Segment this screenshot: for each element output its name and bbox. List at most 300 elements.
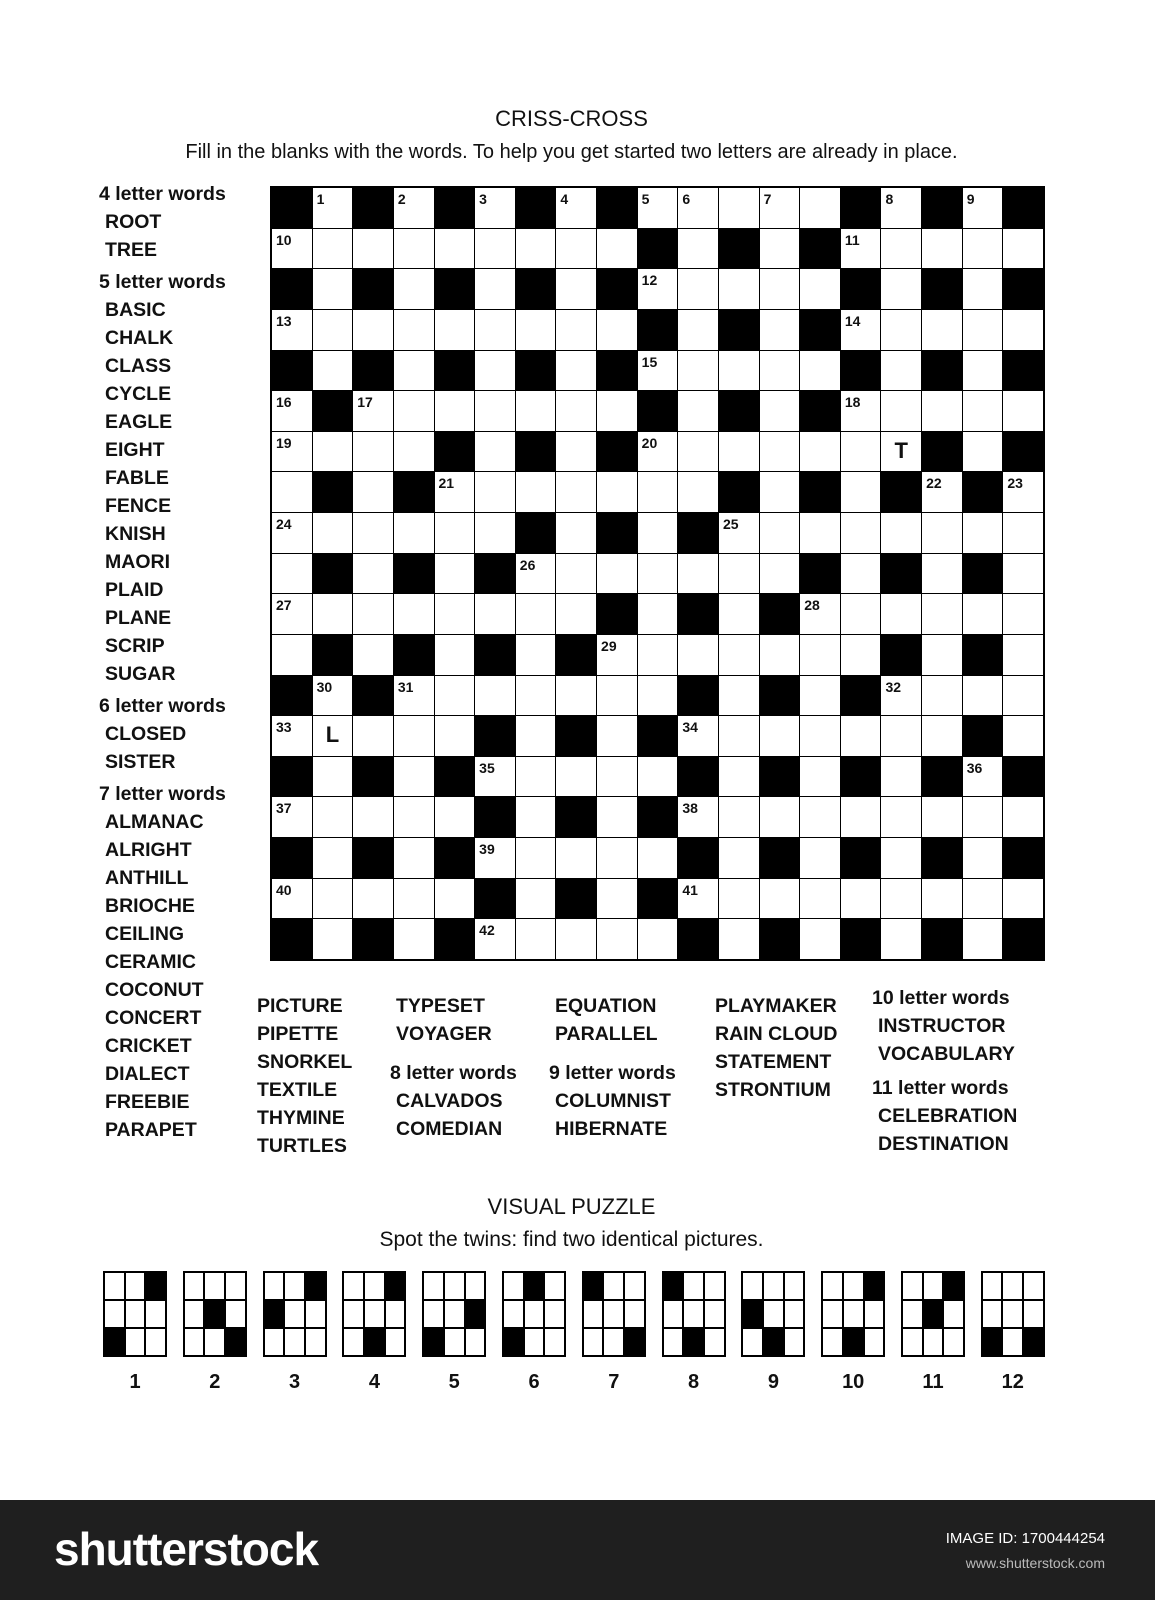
answer-cell[interactable]	[475, 513, 515, 553]
answer-cell[interactable]	[963, 269, 1003, 309]
answer-cell[interactable]	[475, 432, 515, 472]
answer-cell[interactable]	[760, 472, 800, 512]
answer-cell[interactable]	[760, 269, 800, 309]
answer-cell[interactable]	[638, 594, 678, 634]
answer-cell[interactable]	[841, 229, 881, 269]
answer-cell[interactable]	[394, 269, 434, 309]
answer-cell[interactable]	[800, 188, 840, 228]
answer-cell[interactable]	[597, 838, 637, 878]
answer-cell[interactable]	[272, 716, 312, 756]
answer-cell[interactable]	[516, 716, 556, 756]
empty-square	[285, 1273, 304, 1299]
answer-cell[interactable]	[516, 838, 556, 878]
answer-cell[interactable]	[597, 229, 637, 269]
answer-cell[interactable]	[922, 472, 962, 512]
answer-cell[interactable]	[841, 310, 881, 350]
answer-cell[interactable]	[678, 716, 718, 756]
clue-number: 7	[763, 191, 772, 207]
answer-cell[interactable]	[760, 716, 800, 756]
answer-cell[interactable]	[597, 472, 637, 512]
picture-grid[interactable]	[263, 1271, 327, 1357]
answer-cell[interactable]	[353, 391, 393, 431]
answer-cell[interactable]	[841, 513, 881, 553]
answer-cell[interactable]	[394, 716, 434, 756]
answer-cell[interactable]	[394, 310, 434, 350]
picture-grid[interactable]	[422, 1271, 486, 1357]
answer-cell[interactable]	[475, 594, 515, 634]
picture-label: 2	[209, 1371, 221, 1393]
answer-cell[interactable]	[556, 432, 596, 472]
answer-cell[interactable]	[841, 391, 881, 431]
answer-cell[interactable]	[881, 229, 921, 269]
answer-cell[interactable]	[353, 310, 393, 350]
answer-cell[interactable]	[638, 554, 678, 594]
answer-cell[interactable]	[922, 594, 962, 634]
answer-cell[interactable]	[881, 757, 921, 797]
answer-cell[interactable]	[353, 635, 393, 675]
answer-cell[interactable]	[719, 351, 759, 391]
answer-cell[interactable]	[678, 351, 718, 391]
answer-cell[interactable]	[719, 757, 759, 797]
answer-cell[interactable]	[1003, 716, 1043, 756]
picture-grid[interactable]	[662, 1271, 726, 1357]
answer-cell[interactable]	[881, 594, 921, 634]
answer-cell[interactable]	[678, 188, 718, 228]
answer-cell[interactable]	[963, 757, 1003, 797]
answer-cell[interactable]	[963, 676, 1003, 716]
answer-cell[interactable]	[1003, 635, 1043, 675]
answer-cell[interactable]	[760, 432, 800, 472]
answer-cell[interactable]	[556, 229, 596, 269]
answer-cell[interactable]	[394, 879, 434, 919]
answer-cell[interactable]	[597, 879, 637, 919]
answer-cell[interactable]	[435, 879, 475, 919]
answer-cell[interactable]	[353, 472, 393, 512]
answer-cell[interactable]	[272, 513, 312, 553]
answer-cell[interactable]	[760, 635, 800, 675]
answer-cell[interactable]	[638, 635, 678, 675]
answer-cell[interactable]	[597, 310, 637, 350]
answer-cell[interactable]	[881, 391, 921, 431]
answer-cell[interactable]	[963, 188, 1003, 228]
clue-number: 12	[641, 272, 658, 289]
answer-cell[interactable]	[435, 635, 475, 675]
answer-cell[interactable]	[313, 919, 353, 959]
word-item: KNISH	[105, 523, 166, 545]
answer-cell[interactable]	[800, 838, 840, 878]
answer-cell[interactable]	[556, 594, 596, 634]
answer-cell[interactable]	[638, 838, 678, 878]
answer-cell[interactable]	[963, 919, 1003, 959]
answer-cell[interactable]	[638, 472, 678, 512]
answer-cell[interactable]	[719, 676, 759, 716]
answer-cell[interactable]	[881, 716, 921, 756]
answer-cell[interactable]	[475, 676, 515, 716]
answer-cell[interactable]	[516, 879, 556, 919]
clue-number: 4	[560, 191, 569, 207]
answer-cell[interactable]	[760, 513, 800, 553]
answer-cell[interactable]	[516, 676, 556, 716]
answer-cell[interactable]	[475, 838, 515, 878]
answer-cell[interactable]	[435, 229, 475, 269]
answer-cell[interactable]	[435, 716, 475, 756]
answer-cell[interactable]	[963, 432, 1003, 472]
answer-cell[interactable]	[638, 757, 678, 797]
answer-cell[interactable]	[556, 188, 596, 228]
answer-cell[interactable]	[272, 594, 312, 634]
answer-cell[interactable]	[800, 879, 840, 919]
answer-cell[interactable]	[841, 472, 881, 512]
answer-cell[interactable]	[1003, 676, 1043, 716]
answer-cell[interactable]	[1003, 229, 1043, 269]
answer-cell[interactable]	[800, 676, 840, 716]
answer-cell[interactable]	[272, 391, 312, 431]
empty-square	[126, 1273, 145, 1299]
answer-cell[interactable]	[719, 919, 759, 959]
word-item: DESTINATION	[878, 1133, 1009, 1155]
answer-cell[interactable]	[719, 432, 759, 472]
answer-cell[interactable]	[678, 310, 718, 350]
answer-cell[interactable]	[800, 635, 840, 675]
answer-cell[interactable]	[394, 513, 434, 553]
answer-cell[interactable]	[313, 188, 353, 228]
answer-cell[interactable]	[922, 879, 962, 919]
answer-cell[interactable]	[678, 879, 718, 919]
answer-cell[interactable]	[881, 351, 921, 391]
answer-cell[interactable]	[394, 188, 434, 228]
answer-cell[interactable]	[922, 554, 962, 594]
empty-square	[525, 1329, 544, 1355]
answer-cell[interactable]	[800, 432, 840, 472]
answer-cell[interactable]	[556, 513, 596, 553]
answer-cell[interactable]	[760, 554, 800, 594]
answer-cell[interactable]	[394, 757, 434, 797]
answer-cell[interactable]	[963, 391, 1003, 431]
answer-cell[interactable]	[1003, 472, 1043, 512]
answer-cell[interactable]	[638, 269, 678, 309]
answer-cell[interactable]	[556, 554, 596, 594]
answer-cell[interactable]	[1003, 391, 1043, 431]
black-cell	[719, 229, 759, 269]
answer-cell[interactable]	[922, 635, 962, 675]
picture-grid[interactable]	[821, 1271, 885, 1357]
answer-cell[interactable]	[881, 919, 921, 959]
empty-square	[504, 1301, 523, 1327]
answer-cell[interactable]	[719, 635, 759, 675]
answer-cell[interactable]	[313, 838, 353, 878]
answer-cell[interactable]	[353, 432, 393, 472]
answer-cell[interactable]	[841, 635, 881, 675]
answer-cell[interactable]	[313, 351, 353, 391]
answer-cell[interactable]	[516, 594, 556, 634]
answer-cell[interactable]	[963, 594, 1003, 634]
answer-cell[interactable]	[841, 879, 881, 919]
answer-cell[interactable]	[313, 594, 353, 634]
answer-cell[interactable]	[719, 716, 759, 756]
answer-cell[interactable]	[394, 229, 434, 269]
answer-cell[interactable]	[272, 635, 312, 675]
answer-cell[interactable]	[638, 188, 678, 228]
answer-cell[interactable]	[435, 472, 475, 512]
answer-cell[interactable]	[638, 432, 678, 472]
answer-cell[interactable]	[394, 391, 434, 431]
picture-grid[interactable]	[901, 1271, 965, 1357]
answer-cell[interactable]	[597, 676, 637, 716]
clue-number: 28	[804, 597, 820, 614]
answer-cell[interactable]	[394, 676, 434, 716]
answer-cell[interactable]	[678, 229, 718, 269]
answer-cell[interactable]	[678, 797, 718, 837]
answer-cell[interactable]	[963, 310, 1003, 350]
answer-cell[interactable]	[516, 635, 556, 675]
answer-cell[interactable]	[678, 432, 718, 472]
answer-cell[interactable]	[516, 310, 556, 350]
answer-cell[interactable]	[963, 513, 1003, 553]
answer-cell[interactable]	[922, 391, 962, 431]
answer-cell[interactable]	[922, 513, 962, 553]
answer-cell[interactable]	[313, 269, 353, 309]
answer-cell[interactable]	[435, 554, 475, 594]
answer-cell[interactable]	[881, 513, 921, 553]
answer-cell[interactable]	[353, 797, 393, 837]
picture-grid[interactable]	[342, 1271, 406, 1357]
answer-cell[interactable]	[800, 716, 840, 756]
picture-grid[interactable]	[582, 1271, 646, 1357]
answer-cell[interactable]	[881, 269, 921, 309]
answer-cell[interactable]	[881, 838, 921, 878]
answer-cell[interactable]	[556, 676, 596, 716]
answer-cell[interactable]	[475, 310, 515, 350]
word-item: STATEMENT	[715, 1051, 832, 1073]
answer-cell[interactable]	[881, 188, 921, 228]
answer-cell[interactable]	[719, 838, 759, 878]
picture-grid[interactable]	[502, 1271, 566, 1357]
answer-cell[interactable]	[963, 351, 1003, 391]
picture-grid[interactable]	[183, 1271, 247, 1357]
answer-cell[interactable]	[353, 229, 393, 269]
answer-cell[interactable]	[394, 838, 434, 878]
answer-cell[interactable]	[881, 797, 921, 837]
answer-cell[interactable]	[516, 757, 556, 797]
answer-cell[interactable]	[394, 594, 434, 634]
answer-cell[interactable]	[963, 879, 1003, 919]
picture-grid[interactable]	[103, 1271, 167, 1357]
answer-cell[interactable]	[597, 919, 637, 959]
answer-cell[interactable]	[760, 188, 800, 228]
word-group-header: 4 letter words	[99, 183, 226, 205]
answer-cell[interactable]	[881, 432, 921, 472]
answer-cell[interactable]	[922, 310, 962, 350]
black-cell	[272, 838, 312, 878]
answer-cell[interactable]	[719, 594, 759, 634]
answer-cell[interactable]	[597, 797, 637, 837]
answer-cell[interactable]	[963, 838, 1003, 878]
answer-cell[interactable]	[719, 554, 759, 594]
answer-cell[interactable]	[800, 513, 840, 553]
answer-cell[interactable]	[800, 594, 840, 634]
word-item: COMEDIAN	[396, 1118, 503, 1140]
answer-cell[interactable]	[678, 391, 718, 431]
answer-cell[interactable]	[678, 554, 718, 594]
answer-cell[interactable]	[597, 635, 637, 675]
answer-cell[interactable]	[638, 513, 678, 553]
answer-cell[interactable]	[516, 472, 556, 512]
answer-cell[interactable]	[435, 391, 475, 431]
filled-square	[924, 1301, 943, 1327]
black-cell	[394, 472, 434, 512]
answer-cell[interactable]	[272, 554, 312, 594]
answer-cell[interactable]	[394, 432, 434, 472]
answer-cell[interactable]	[516, 229, 556, 269]
answer-cell[interactable]	[638, 919, 678, 959]
answer-cell[interactable]	[719, 513, 759, 553]
instructions: Fill in the blanks with the words. To help you get started two letters are already in place.	[185, 141, 958, 163]
answer-cell[interactable]	[272, 472, 312, 512]
answer-cell[interactable]	[394, 919, 434, 959]
picture-grid[interactable]	[981, 1271, 1045, 1357]
empty-square	[903, 1329, 922, 1355]
answer-cell[interactable]	[435, 797, 475, 837]
answer-cell[interactable]	[800, 269, 840, 309]
answer-cell[interactable]	[394, 351, 434, 391]
answer-cell[interactable]	[1003, 594, 1043, 634]
answer-cell[interactable]	[475, 391, 515, 431]
answer-cell[interactable]	[841, 554, 881, 594]
answer-cell[interactable]	[435, 594, 475, 634]
answer-cell[interactable]	[313, 797, 353, 837]
answer-cell[interactable]	[1003, 797, 1043, 837]
answer-cell[interactable]	[556, 310, 596, 350]
answer-cell[interactable]	[881, 676, 921, 716]
answer-cell[interactable]	[760, 391, 800, 431]
answer-cell[interactable]	[800, 797, 840, 837]
answer-cell[interactable]	[516, 391, 556, 431]
answer-cell[interactable]	[638, 676, 678, 716]
answer-cell[interactable]	[556, 351, 596, 391]
answer-cell[interactable]	[841, 797, 881, 837]
answer-cell[interactable]	[678, 269, 718, 309]
answer-cell[interactable]	[313, 432, 353, 472]
answer-cell[interactable]	[963, 797, 1003, 837]
answer-cell[interactable]	[678, 472, 718, 512]
answer-cell[interactable]	[597, 716, 637, 756]
answer-cell[interactable]	[556, 472, 596, 512]
answer-cell[interactable]	[475, 757, 515, 797]
filled-square	[205, 1301, 224, 1327]
answer-cell[interactable]	[922, 676, 962, 716]
answer-cell[interactable]	[313, 513, 353, 553]
answer-cell[interactable]	[353, 879, 393, 919]
answer-cell[interactable]	[394, 797, 434, 837]
answer-cell[interactable]	[272, 432, 312, 472]
answer-cell[interactable]	[353, 594, 393, 634]
answer-cell[interactable]	[353, 554, 393, 594]
answer-cell[interactable]	[841, 432, 881, 472]
answer-cell[interactable]	[556, 757, 596, 797]
clue-number: 40	[276, 881, 292, 898]
answer-cell[interactable]	[353, 513, 393, 553]
answer-cell[interactable]	[597, 391, 637, 431]
answer-cell[interactable]	[272, 879, 312, 919]
answer-cell[interactable]	[760, 310, 800, 350]
answer-cell[interactable]	[272, 310, 312, 350]
answer-cell[interactable]	[719, 269, 759, 309]
answer-cell[interactable]	[272, 229, 312, 269]
answer-cell[interactable]	[435, 310, 475, 350]
answer-cell[interactable]	[881, 879, 921, 919]
answer-cell[interactable]	[475, 472, 515, 512]
answer-cell[interactable]	[719, 879, 759, 919]
clue-number: 5	[641, 191, 650, 207]
answer-cell[interactable]	[475, 188, 515, 228]
answer-cell[interactable]	[638, 351, 678, 391]
answer-cell[interactable]	[760, 229, 800, 269]
answer-cell[interactable]	[841, 716, 881, 756]
answer-cell[interactable]	[475, 269, 515, 309]
answer-cell[interactable]	[556, 919, 596, 959]
answer-cell[interactable]	[719, 188, 759, 228]
answer-cell[interactable]	[475, 351, 515, 391]
answer-cell[interactable]	[760, 797, 800, 837]
answer-cell[interactable]	[313, 716, 353, 756]
answer-cell[interactable]	[353, 716, 393, 756]
answer-cell[interactable]	[922, 229, 962, 269]
answer-cell[interactable]	[719, 797, 759, 837]
answer-cell[interactable]	[1003, 554, 1043, 594]
answer-cell[interactable]	[678, 635, 718, 675]
answer-cell[interactable]	[1003, 310, 1043, 350]
answer-cell[interactable]	[556, 838, 596, 878]
answer-cell[interactable]	[800, 919, 840, 959]
answer-cell[interactable]	[313, 229, 353, 269]
black-cell	[963, 554, 1003, 594]
answer-cell[interactable]	[435, 676, 475, 716]
answer-cell[interactable]	[516, 797, 556, 837]
answer-cell[interactable]	[475, 229, 515, 269]
answer-cell[interactable]	[516, 554, 556, 594]
answer-cell[interactable]	[313, 676, 353, 716]
answer-cell[interactable]	[475, 919, 515, 959]
answer-cell[interactable]	[1003, 513, 1043, 553]
answer-cell[interactable]	[556, 391, 596, 431]
answer-cell[interactable]	[963, 229, 1003, 269]
answer-cell[interactable]	[313, 757, 353, 797]
filled-square	[365, 1329, 384, 1355]
answer-cell[interactable]	[922, 797, 962, 837]
word-item: FENCE	[105, 495, 172, 517]
empty-square	[344, 1273, 363, 1299]
answer-cell[interactable]	[516, 919, 556, 959]
answer-cell[interactable]	[597, 554, 637, 594]
puzzle-title: CRISS-CROSS	[495, 106, 648, 131]
answer-cell[interactable]	[435, 513, 475, 553]
answer-cell[interactable]	[1003, 879, 1043, 919]
site-url[interactable]: www.shutterstock.com	[965, 1555, 1105, 1571]
answer-cell[interactable]	[597, 757, 637, 797]
answer-cell[interactable]	[760, 879, 800, 919]
answer-cell[interactable]	[800, 351, 840, 391]
answer-cell[interactable]	[841, 594, 881, 634]
answer-cell[interactable]	[313, 310, 353, 350]
answer-cell[interactable]	[881, 310, 921, 350]
answer-cell[interactable]	[800, 757, 840, 797]
answer-cell[interactable]	[760, 351, 800, 391]
answer-cell[interactable]	[272, 797, 312, 837]
answer-cell[interactable]	[922, 716, 962, 756]
picture-grid[interactable]	[741, 1271, 805, 1357]
answer-cell[interactable]	[556, 269, 596, 309]
answer-cell[interactable]	[313, 879, 353, 919]
